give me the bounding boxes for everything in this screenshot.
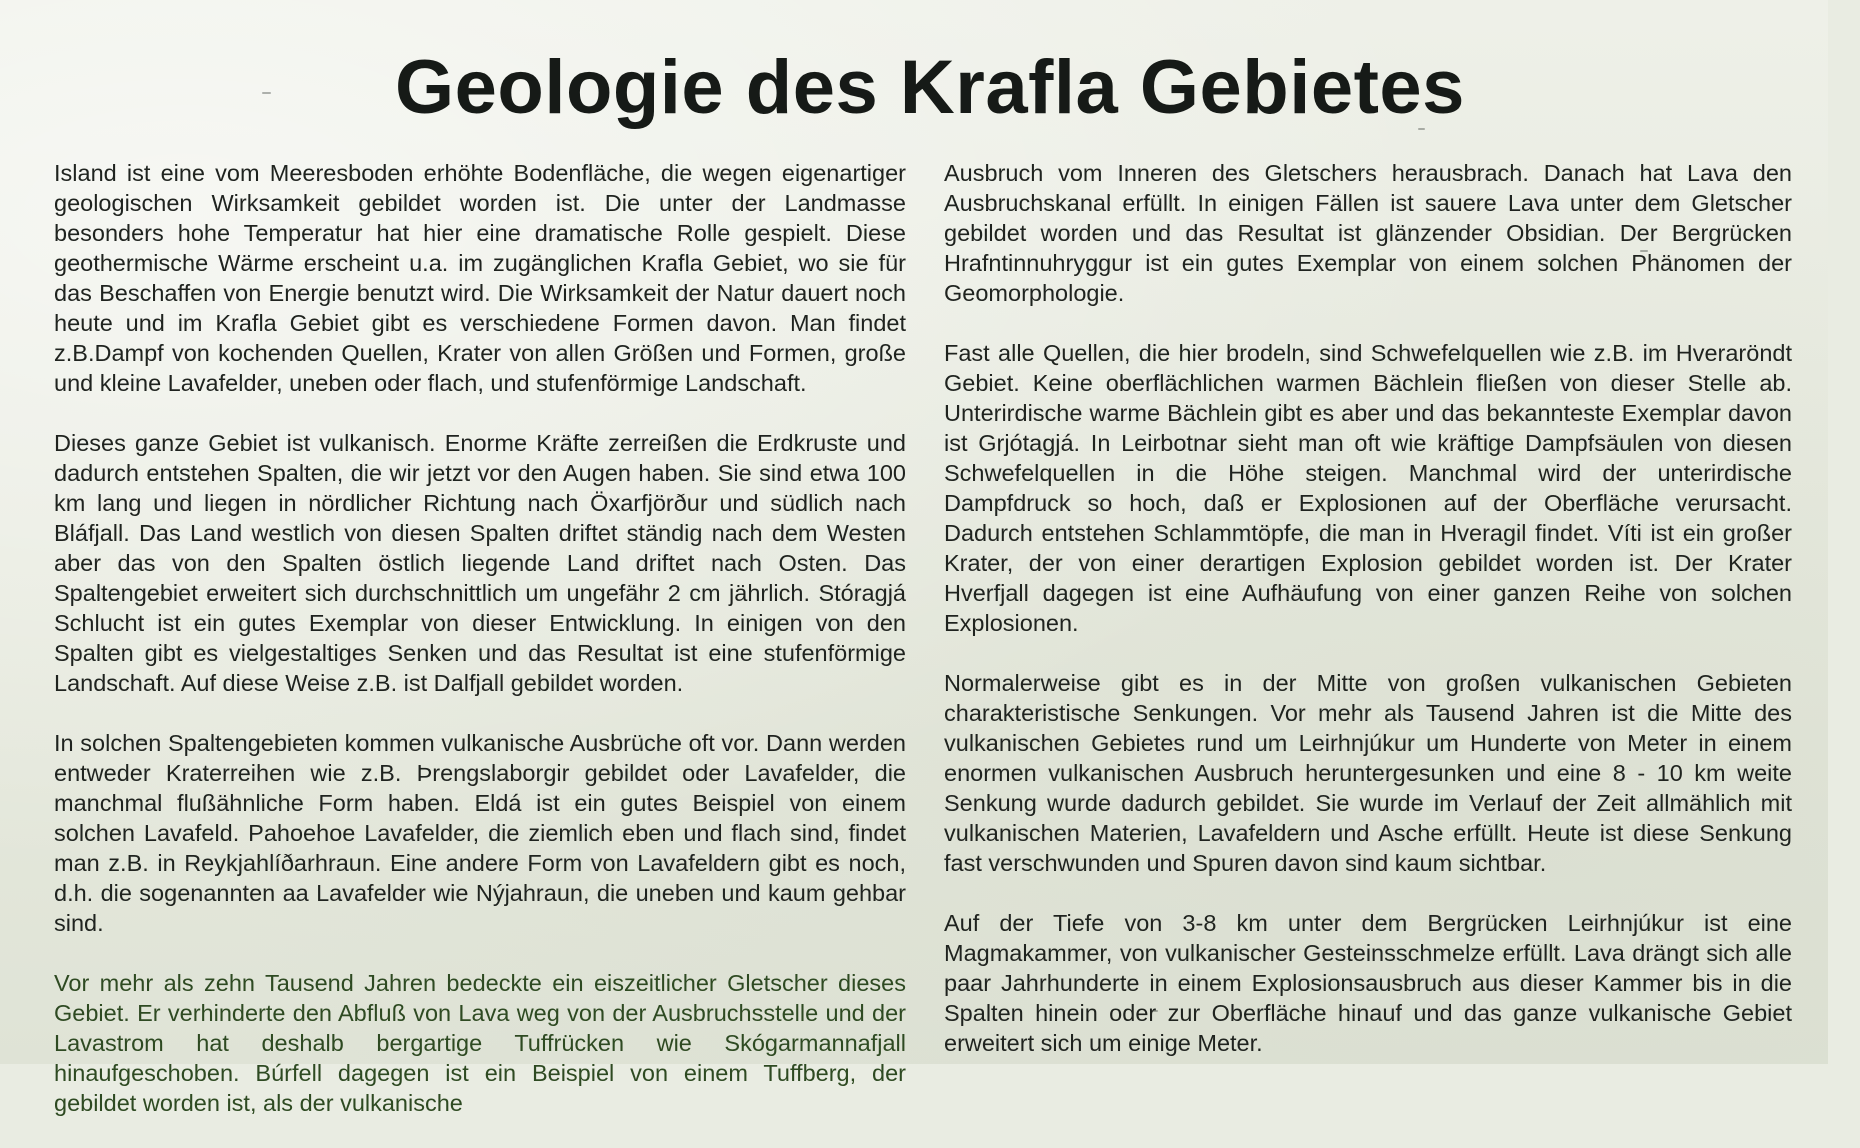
sign-title: Geologie des Krafla Gebietes (395, 45, 1465, 130)
paragraph-obsidian: Ausbruch vom Inneren des Gletschers herausbrach. Danach hat Lava den Ausbruchskanal erfüllt. In einigen Fällen ist sauere Lava unter dem Gletscher gebildet worden und das Resultat ist glänzender Obsidian. Der Bergrücken Hrafntinnuhryggur ist ein gutes Exemplar von einem solchen Phänomen der Geomorphologie. (944, 160, 1792, 306)
left-column (54, 158, 906, 1148)
paragraph-sulfur-springs: Fast alle Quellen, die hier brodeln, sind Schwefelquellen wie z.B. im Hveraröndt Gebiet. Keine oberflächlichen warmen Bächlein fließen von dieser Stelle ab. Unterirdische warme Bächlein gibt es aber und das bekannteste Exemplar davon ist Grjótagjá. In Leirbotnar sieht man oft wie kräftige Dampfsäulen von diesen Schwefelquellen in die Höhe steigen. Manchmal wird der unterirdische Dampfdruck so hoch, daß er Explosionen auf der Oberfläche verursacht. Dadurch entstehen Schlammtöpfe, die man in Hveragil findet. Víti ist ein großer Krater, der von einer derartigen Explosion gebildet worden ist. Der Krater Hverfjall dagegen ist eine Aufhäufung von einer ganzen Reihe von solchen Explosionen. (944, 340, 1792, 636)
right-column (944, 158, 1792, 1088)
paragraph-caldera: Normalerweise gibt es in der Mitte von großen vulkanischen Gebieten charakteristische Senkungen. Vor mehr als Tausend Jahren ist die Mitte des vulkanischen Gebietes rund um Leirhnjúkur um Hunderte von Meter in einem enormen vulkanischen Ausbruch heruntergesunken und eine 8 - 10 km weite Senkung wurde dadurch gebildet. Sie wurde im Verlauf der Zeit allmählich mit vulkanischen Materien, Lavafeldern und Asche erfüllt. Heute ist diese Senkung fast verschwunden und Spuren davon sind kaum sichtbar. (944, 670, 1792, 876)
paragraph-intro: Island ist eine vom Meeresboden erhöhte Bodenfläche, die wegen eigenartiger geologischen Wirksamkeit gebildet worden ist. Die unter der Landmasse besonders hohe Temperatur hat hier eine dramatische Rolle gespielt. Diese geothermische Wärme erscheint u.a. im zugänglichen Krafla Gebiet, wo sie für das Beschaffen von Energie benutzt wird. Die Wirksamkeit der Natur dauert noch heute und im Krafla Gebiet gibt es verschiedene Formen davon. Man findet z.B.Dampf von kochenden Quellen, Krater von allen Größen und Formen, große und kleine Lavafelder, uneben oder flach, und stufenförmige Landschaft. (54, 160, 906, 396)
paragraph-glacier: Vor mehr als zehn Tausend Jahren bedeckte ein eiszeitlicher Gletscher dieses Gebiet. Er verhinderte den Abfluß von Lava weg von der Ausbruchsstelle und der Lavastrom hat deshalb bergartige Tuffrücken wie Skógarmannafjall hinaufgeschoben. Búrfell dagegen ist ein Beispiel von einem Tuffberg, der gebildet worden ist, als der vulkanische (54, 970, 906, 1116)
paragraph-volcanic-rift: Dieses ganze Gebiet ist vulkanisch. Enorme Kräfte zerreißen die Erdkruste und dadurch entstehen Spalten, die wir jetzt vor den Augen haben. Sie sind etwa 100 km lang und liegen in nördlicher Richtung nach Öxarfjörður und südlich nach Bláfjall. Das Land westlich von diesen Spalten driftet ständig nach dem Westen aber das von den Spalten östlich liegende Land driftet nach Osten. Das Spaltengebiet erweitert sich durchschnittlich um ungefähr 2 cm jährlich. Stóragjá Schlucht ist ein gutes Exemplar von dieser Entwicklung. In einigen von den Spalten gibt es vielgestaltiges Senken und das Resultat ist eine stufenförmige Landschaft. Auf diese Weise z.B. ist Dalfjall gebildet worden. (54, 430, 906, 696)
paragraph-magma-chamber: Auf der Tiefe von 3-8 km unter dem Bergrücken Leirhnjúkur ist eine Magmakammer, von vulkanischer Gesteinsschmelze erfüllt. Lava drängt sich alle paar Jahrhunderte in einem Explosionsausbruch aus dieser Kammer bis in die Spalten hinein oder zur Oberfläche hinauf und das ganze vulkanische Gebiet erweitert sich um einige Meter. (944, 910, 1792, 1056)
paragraph-eruptions: In solchen Spaltengebieten kommen vulkanische Ausbrüche oft vor. Dann werden entweder Kraterreihen wie z.B. Þrengslaborgir gebildet oder Lavafelder, die manchmal flußähnliche Form haben. Eldá ist ein gutes Beispiel von einem solchen Lavafeld. Pahoehoe Lavafelder, die ziemlich eben und flach sind, findet man z.B. in Reykjahlíðarhraun. Eine andere Form von Lavafeldern gibt es noch, d.h. die sogenannten aa Lavafelder wie Nýjahraun, die uneben und kaum gehbar sind. (54, 730, 906, 936)
